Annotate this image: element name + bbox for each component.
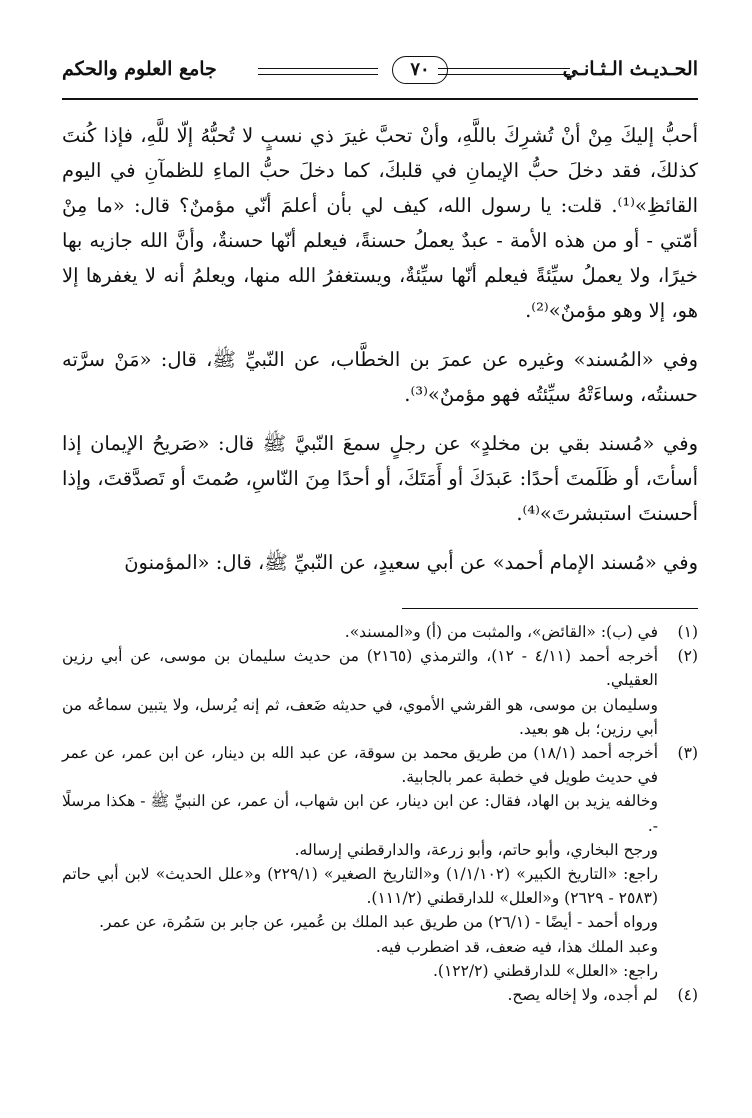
paragraph: وفي «المُسند» وغيره عن عمرَ بن الخطَّاب، عن النّبيِّ ﷺ، قال: «مَنْ سرَّته حسنتُه، وساءَتْهُ سيِّئتُه فهو مؤمنٌ»⁽³⁾.	[62, 348, 698, 406]
footnote-line: راجع: «العلل» للدارقطني (١٢٢/٢).	[432, 961, 658, 980]
footnote	[62, 741, 698, 983]
footnote-line: وخالفه يزيد بن الهاد، فقال: عن ابن دينار، عن ابن شهاب، أن عمر، عن النبيِّ ﷺ - هكذا مرسلًا -.	[62, 792, 658, 835]
footnote-line: راجع: «التاريخ الكبير» (١/١/١٠٢) و«التاريخ الصغير» (٢٢٩/١) و«علل الحديث» لابن أبي حاتم (٢٥٨٣ - ٢٦٢٩) و«العلل» للدارقطني (١١١/٢).	[62, 865, 658, 908]
footnote-line: وسليمان بن موسى، هو القرشي الأموي، في حديثه ضَعف، ثم إنه يُرسل، ولا يتبين سماعُه من أبي رزين؛ بل هو بعيد.	[62, 695, 658, 738]
footnote-line: ورواه أحمد - أيضًا - (٢٦/١) من طريق عبد الملك بن عُمير، عن جابر بن سَمُرة، عن عمر.	[99, 913, 658, 932]
footnote-number: (٣)	[677, 744, 698, 763]
footnote	[62, 644, 698, 741]
footnote-line: لم أجده، ولا إخاله يصح.	[507, 986, 658, 1005]
footnote-line: وعبد الملك هذا، فيه ضعف، قد اضطرب فيه.	[375, 937, 658, 956]
page-number: ٧٠	[392, 56, 448, 84]
page-header	[62, 52, 698, 102]
footnote-line: أخرجه أحمد (٤/١١ - ١٢)، والترمذي (٢١٦٥) من حديث سليمان بن موسى، عن أبي رزين العقيلي.	[62, 647, 659, 690]
footnote	[62, 620, 698, 644]
footnote-line: ورجح البخاري، وأبو حاتم، وأبو زرعة، والدارقطني إرساله.	[294, 840, 658, 859]
footnote-line: أخرجه أحمد (١٨/١) من طريق محمد بن سوقة، عن عبد الله بن دينار، عن ابن عمر، عن عمر في حديث طويل في خطبة عمر بالجابية.	[62, 744, 659, 787]
paragraph: أحبُّ إليكَ مِنْ أنْ تُشرِكَ باللَّهِ، وأنْ تحبَّ غيرَ ذي نسبٍ لا تُحبُّهُ إلّا للَّهِ، فإذا كُنتَ كذلكَ، فقد دخلَ حبُّ الإيمانِ في قلبكَ، كما دخلَ حبُّ الماءِ للظمآنِ في اليوم القائظِ»⁽¹⁾. قلت: يا رسول الله، كيف لي بأن أعلمَ أنّي مؤمنٌ؟ قال: «ما مِنْ أمّتي - أو من هذه الأمة - عبدٌ يعملُ حسنةً، فيعلم أنّها حسنةٌ، وأنَّ الله جازيه بها خيرًا، ولا يعملُ سيِّئةً فيعلم أنّها سيِّئةٌ، ويستغفرُ الله منها، ويعلمُ أنه لا يغفرها إلا هو، إلا وهو مؤمنٌ»⁽²⁾.	[62, 124, 698, 322]
header-rule-right	[438, 68, 570, 75]
footnote-line: في (ب): «القائض»، والمثبت من (أ) و«المسند».	[344, 623, 658, 641]
footnote-separator	[402, 608, 698, 609]
footnote-number: (٢)	[677, 647, 698, 666]
paragraph: وفي «مُسند بقي بن مخلدٍ» عن رجلٍ سمعَ النّبيَّ ﷺ قال: «صَريحُ الإيمان إذا أسأتَ، أو ظَلَمتَ أحدًا: عَبدَكَ أو أَمَتَكَ، أو أحدًا مِنَ النّاسِ، صُمتَ أو تَصدَّقتَ، وإذا أحسنتَ استبشرتَ»⁽⁴⁾.	[62, 432, 698, 525]
paragraph: وفي «مُسند الإمام أحمد» عن أبي سعيدٍ، عن النّبيِّ ﷺ، قال: «المؤمنونَ	[124, 551, 698, 574]
main-text	[62, 118, 698, 594]
chapter-title: الحـديـث الـثـانـي	[562, 58, 698, 80]
header-rule-left	[258, 68, 378, 75]
book-title: جامع العلوم والحكم	[62, 58, 217, 80]
footnote	[62, 983, 698, 1007]
header-underline	[62, 98, 698, 100]
footnote-number: (٤)	[677, 986, 698, 1005]
footnotes	[62, 620, 698, 1007]
footnote-number: (١)	[677, 623, 698, 641]
